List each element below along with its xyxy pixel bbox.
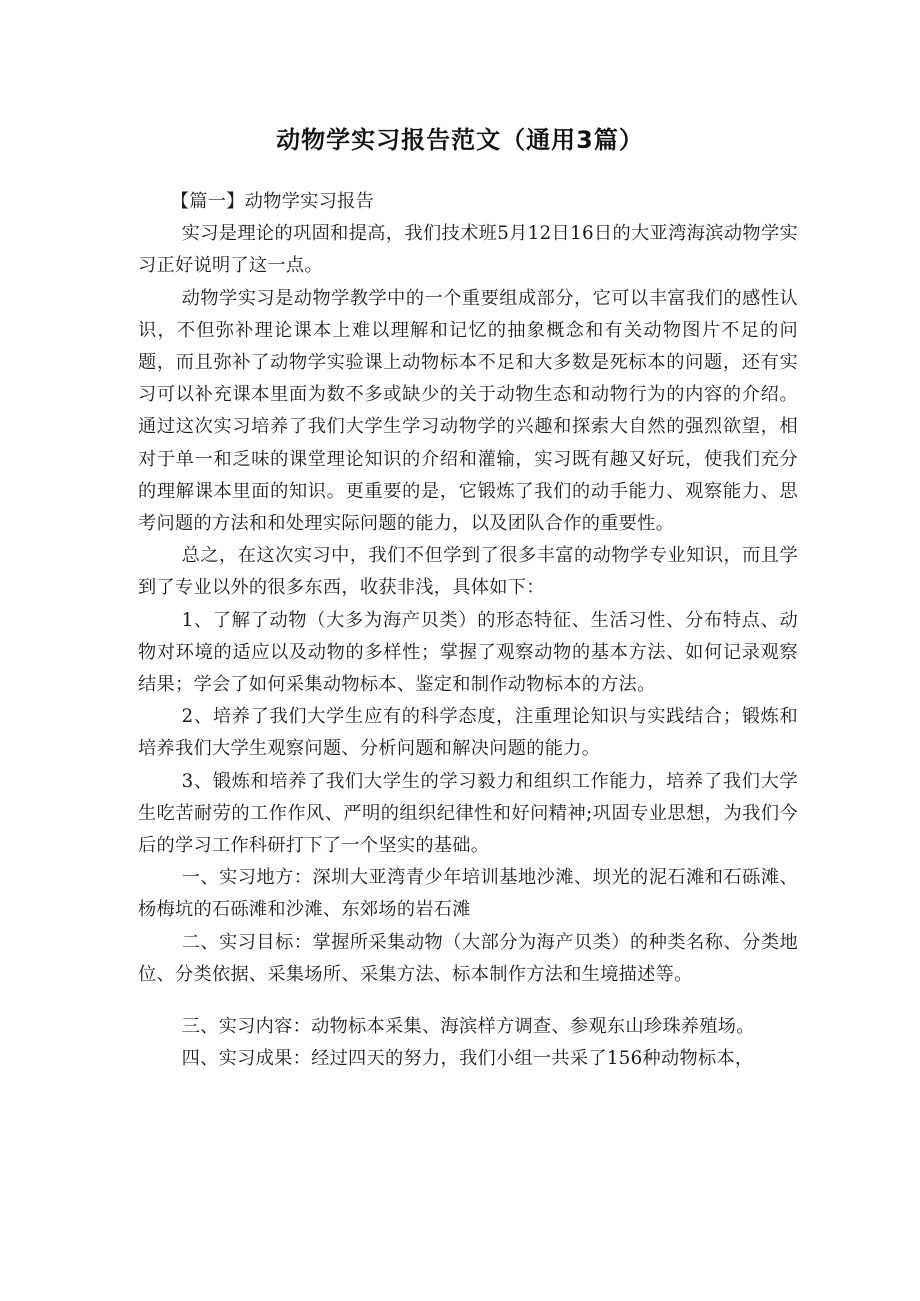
document-title: 动物学实习报告范文（通用3篇） — [276, 126, 644, 154]
paragraph-results: 四、实习成果：经过四天的努力，我们小组一共采了156种动物标本， — [181, 1048, 754, 1070]
paragraph-objective: 二、实习目标：掌握所采集动物（大部分为海产贝类）的种类名称、分类地位、分类依据、采集场所、采集方法、标本制作方法和生境描述等。 — [138, 931, 798, 985]
section-heading: 【篇一】动物学实习报告 — [170, 191, 375, 212]
paragraph-intro: 实习是理论的巩固和提高，我们技术班5月12日16日的大亚湾海滨动物学实习正好说明了这一点。 — [138, 223, 798, 277]
paragraph-item-3: 3、锻炼和培养了我们大学生的学习毅力和组织工作能力，培养了我们大学生吃苦耐劳的工作作风、严明的组织纪律性和好问精神;巩固专业思想，为我们今后的学习工作科研打下了一个坚实的基础。 — [138, 770, 798, 857]
paragraph-item-2: 2、培养了我们大学生应有的科学态度，注重理论知识与实践结合；锻炼和培养我们大学生观察问题、分析问题和解决问题的能力。 — [138, 706, 798, 760]
paragraph-summary: 总之，在这次实习中，我们不但学到了很多丰富的动物学专业知识，而且学到了专业以外的很多东西，收获非浅，具体如下： — [138, 545, 798, 599]
paragraph-location: 一、实习地方：深圳大亚湾青少年培训基地沙滩、坝光的泥石滩和石砾滩、杨梅坑的石砾滩和沙滩、东郊场的岩石滩 — [138, 867, 798, 921]
paragraph-item-1: 1、了解了动物（大多为海产贝类）的形态特征、生活习性、分布特点、动物对环境的适应以及动物的多样性；掌握了观察动物的基本方法、如何记录观察结果；学会了如何采集动物标本、鉴定和制作动物标本的方法。 — [138, 609, 798, 696]
document-body — [138, 186, 798, 1075]
paragraph-importance: 动物学实习是动物学教学中的一个重要组成部分，它可以丰富我们的感性认识，不但弥补理论课本上难以理解和记忆的抽象概念和有关动物图片不足的问题，而且弥补了动物学实验课上动物标本不足和大多数是死标本的问题，还有实习可以补充课本里面为数不多或缺少的关于动物生态和动物行为的内容的介绍。通过这次实习培养了我们大学生学习动物学的兴趣和探索大自然的强烈欲望，相对于单一和乏味的课堂理论知识的介绍和灌输，实习既有趣又好玩，使我们充分的理解课本里面的知识。更重要的是，它锻炼了我们的动手能力、观察能力、思考问题的方法和和处理实际问题的能力，以及团队合作的重要性。 — [138, 287, 798, 535]
paragraph-content: 三、实习内容：动物标本采集、海滨样方调查、参观东山珍珠养殖场。 — [181, 1016, 755, 1038]
